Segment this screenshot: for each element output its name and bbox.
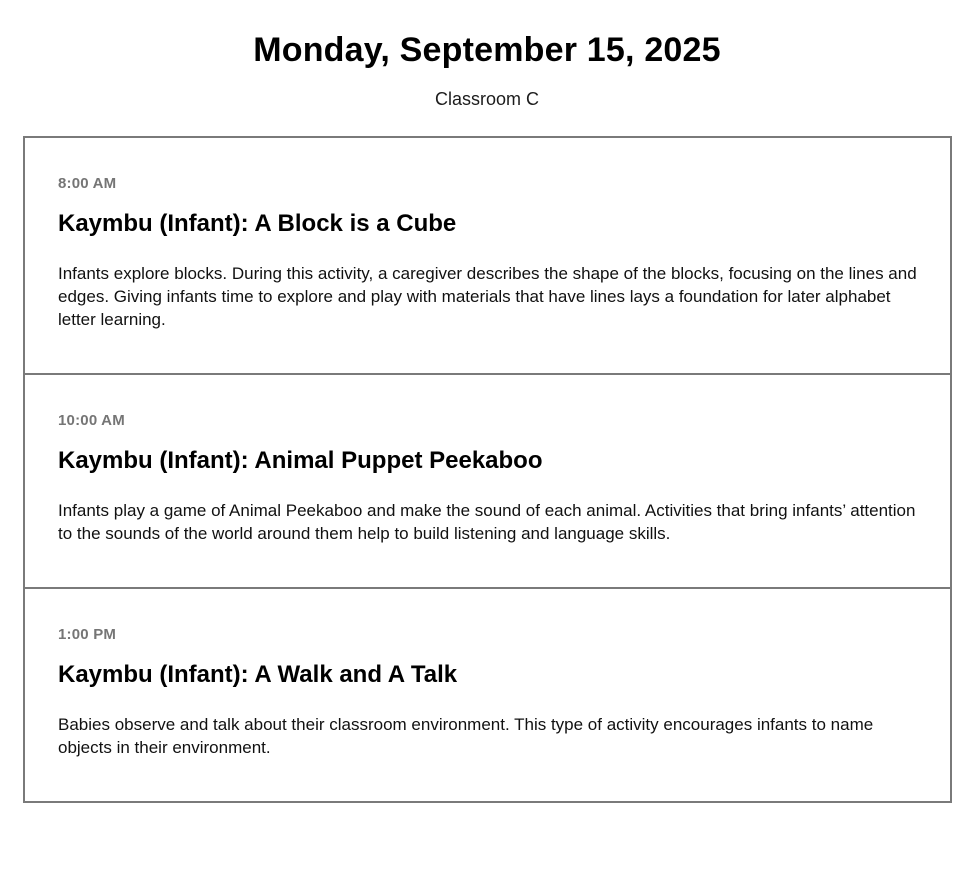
entry-time: 10:00 AM bbox=[58, 412, 125, 429]
schedule-list bbox=[23, 136, 952, 803]
entry-title: Kaymbu (Infant): Animal Puppet Peekaboo bbox=[58, 447, 543, 474]
entry-title: Kaymbu (Infant): A Block is a Cube bbox=[58, 210, 457, 237]
entry-description: Infants explore blocks. During this activity, a caregiver describes the shape of the blocks, focusing on the lines and edges. Giving infants time to explore and play with materials that have lines lays a foundation for later alphabet letter learning. bbox=[58, 264, 917, 329]
entry-time: 1:00 PM bbox=[58, 626, 117, 643]
page-title: Monday, September 15, 2025 bbox=[253, 31, 721, 69]
schedule-entry bbox=[25, 375, 950, 589]
entry-description: Babies observe and talk about their classroom environment. This type of activity encourages infants to name objects in their environment. bbox=[58, 715, 874, 757]
schedule-entry bbox=[25, 589, 950, 801]
classroom-label: Classroom C bbox=[434, 89, 540, 109]
entry-title: Kaymbu (Infant): A Walk and A Talk bbox=[58, 661, 458, 688]
entry-time: 8:00 AM bbox=[58, 175, 117, 192]
page-header bbox=[0, 30, 974, 110]
schedule-entry bbox=[25, 138, 950, 375]
entry-description: Infants play a game of Animal Peekaboo and make the sound of each animal. Activities that bring infants’ attention to the sounds of the world around them help to build listening and language skills. bbox=[58, 501, 916, 543]
